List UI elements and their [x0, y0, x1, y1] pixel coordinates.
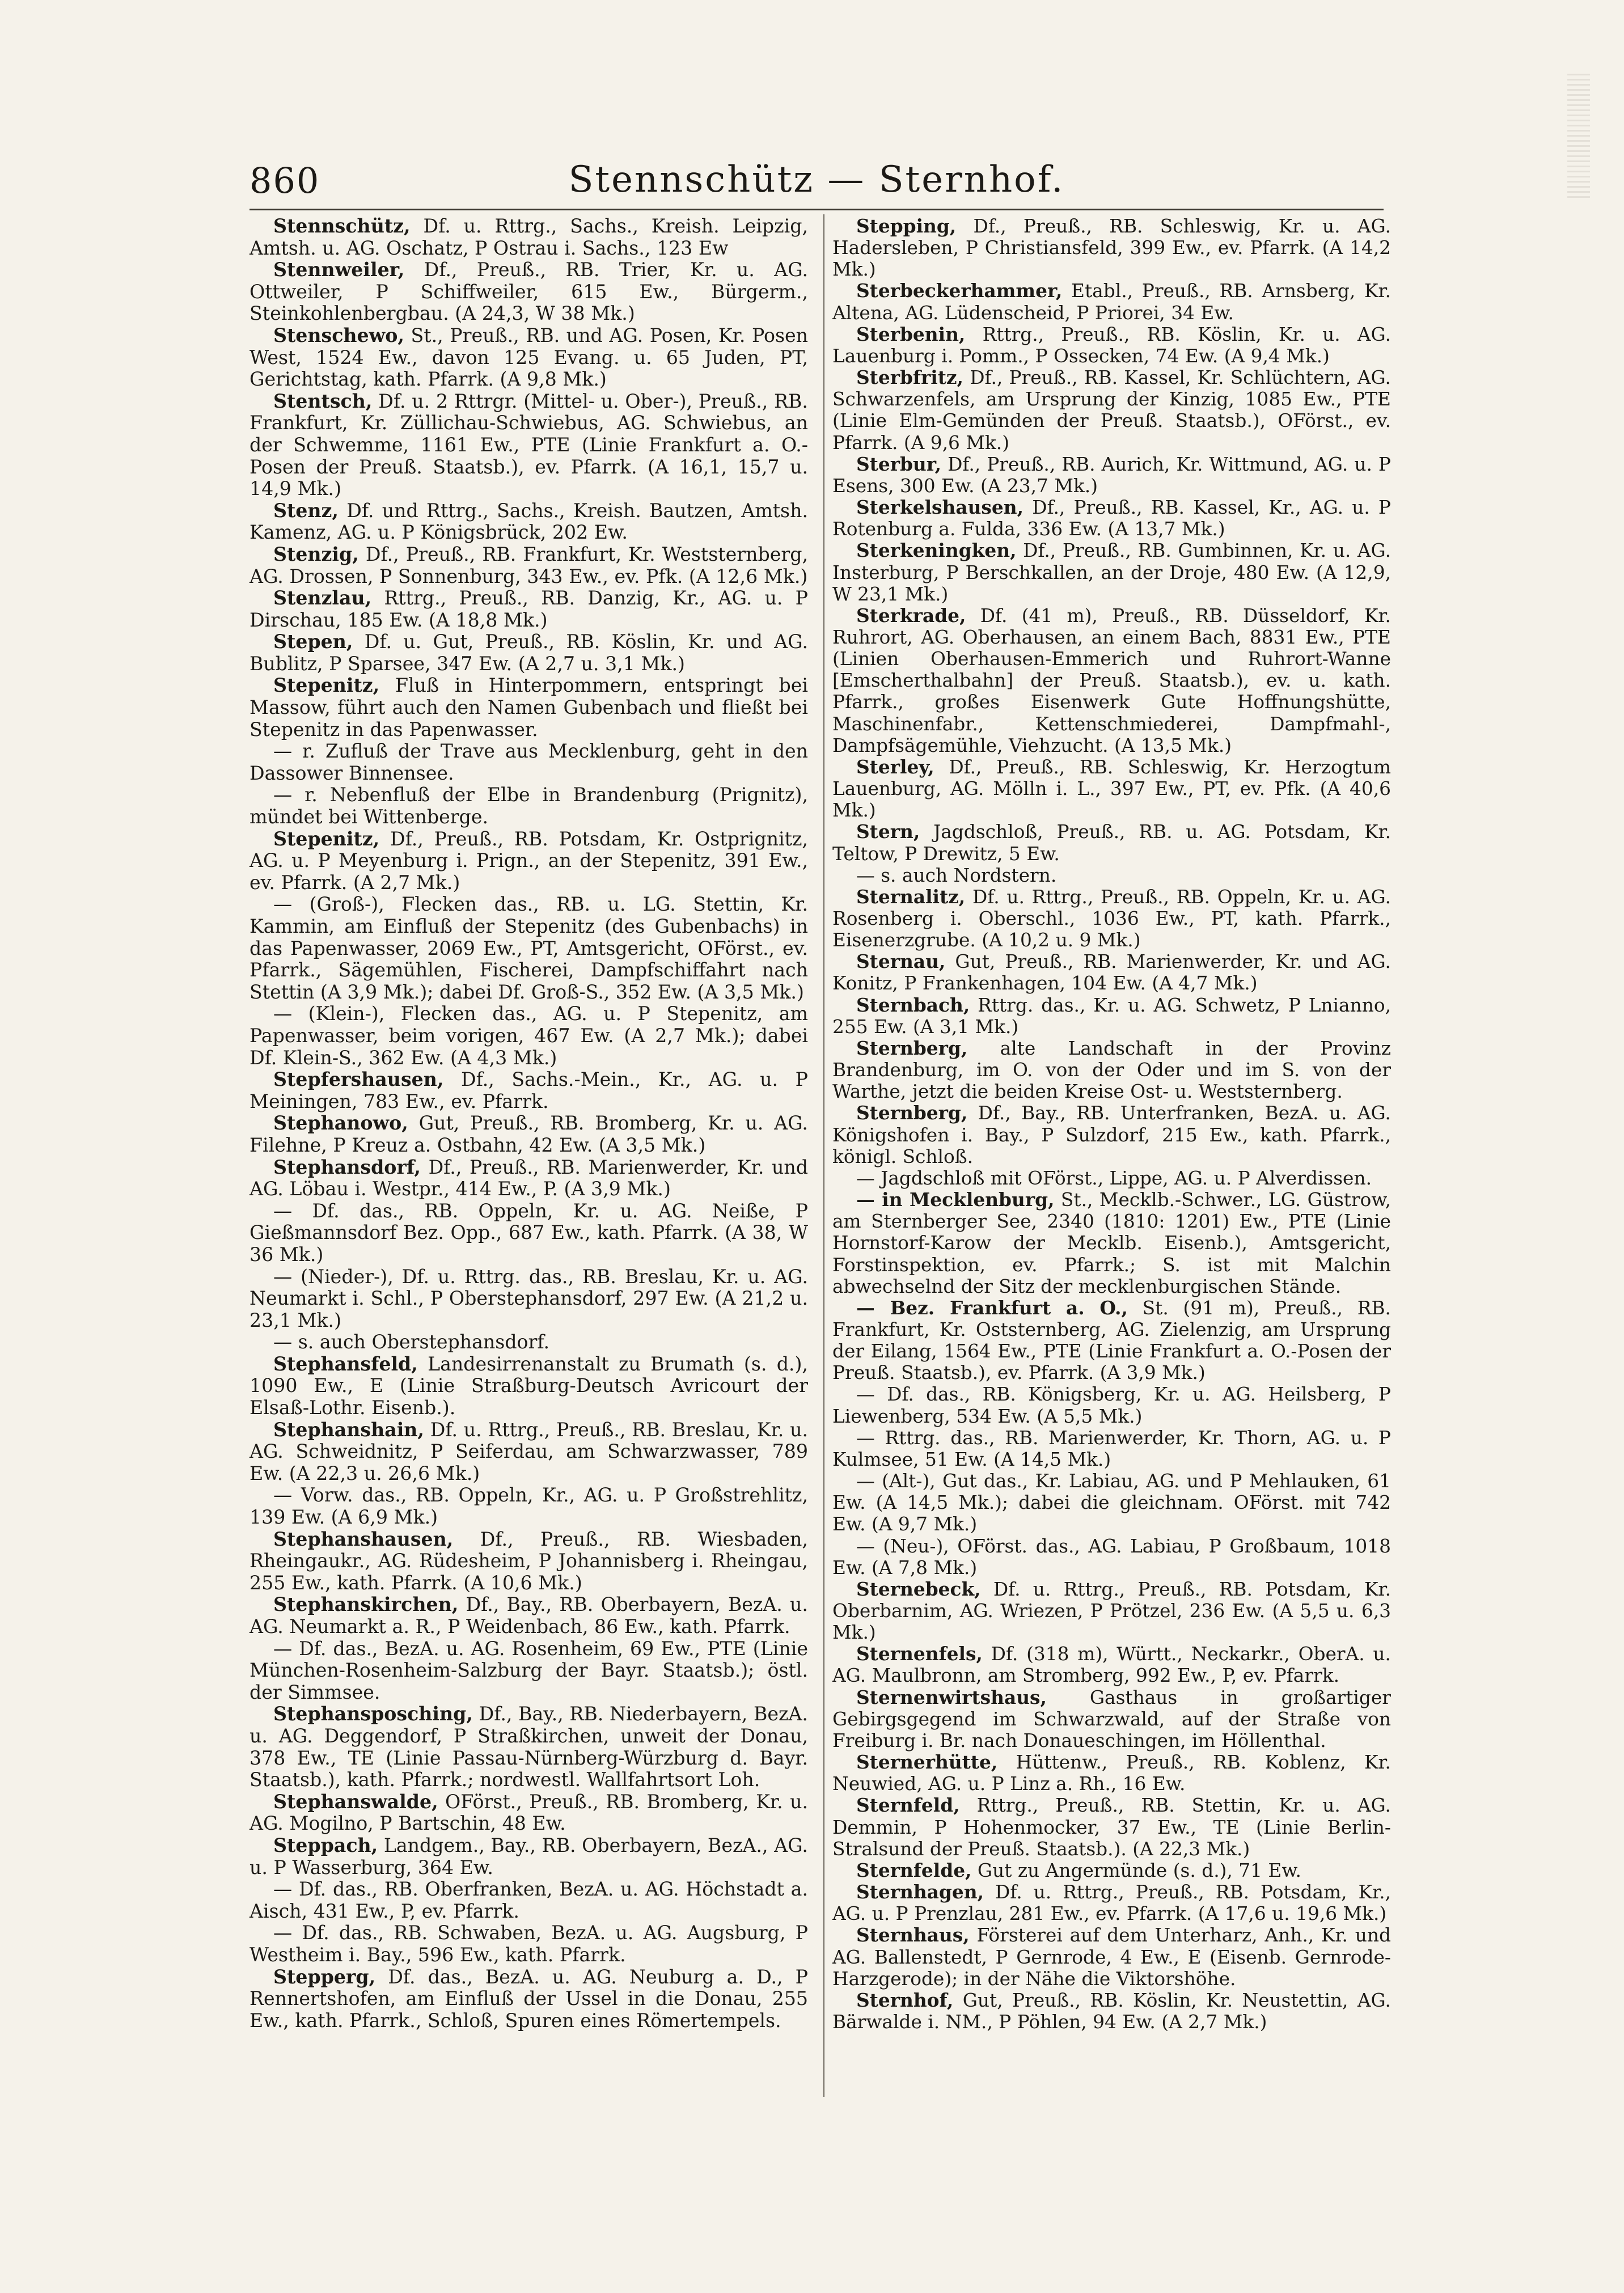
entry-text: Df. u. Rttrg., Sachs., Kreish. Leipzig, Amtsh. u. AG. Oschatz, P Ostrau i. Sachs., 123 Ew	[249, 215, 808, 259]
dictionary-entry	[832, 1990, 1391, 2033]
entry-text: Df., Bay., RB. Unterfranken, BezA. u. AG. Königshofen i. Bay., P Sulzdorf, 215 Ew., kath. Pfarrk., königl. Schloß.	[832, 1102, 1391, 1167]
dictionary-entry	[832, 454, 1391, 497]
entry-headword: Sternhaus,	[856, 1924, 970, 1947]
entry-text: — (Groß-), Flecken das., RB. u. LG. Stettin, Kr. Kammin, am Einfluß der Stepenitz (des Gubenbachs) in das Papenwasser, 2069 Ew., PT, Amtsgericht, OFörst., ev. Pfarrk., Sägemühlen, Fischerei, Dampfschiffahrt nach Stettin (A 3,9 Mk.); dabei Df. Groß-S., 352 Ew. (A 3,5 Mk.)	[249, 893, 808, 1003]
dictionary-entry	[832, 1038, 1391, 1102]
entry-headword: Sternhagen,	[856, 1881, 984, 1903]
entry-text: Df., Bay., RB. Oberbayern, BezA. u. AG. Neumarkt a. R., P Weidenbach, 86 Ew., kath. Pfarrk.	[249, 1593, 808, 1638]
entry-headword: Sterkrade,	[856, 604, 966, 627]
dictionary-entry	[832, 605, 1391, 756]
entry-text: — Vorw. das., RB. Oppeln, Kr., AG. u. P Großstrehlitz, 139 Ew. (A 6,9 Mk.)	[249, 1484, 808, 1529]
entry-text: Hüttenw., Preuß., RB. Koblenz, Kr. Neuwied, AG. u. P Linz a. Rh., 16 Ew.	[832, 1752, 1391, 1795]
dictionary-entry	[832, 1470, 1391, 1535]
entry-text: Gasthaus in großartiger Gebirgsgegend im Schwarzwald, auf der Straße von Freiburg i. Br. nach Donaueschingen, im Höllenthal.	[832, 1686, 1391, 1752]
entry-text: Df. und Rttrg., Sachs., Kreish. Bautzen, Amtsh. Kamenz, AG. u. P Königsbrück, 202 Ew.	[249, 499, 808, 544]
entry-headword: Stenschewo,	[273, 324, 404, 346]
entry-text: — Df. das., RB. Oppeln, Kr. u. AG. Neiße, P Gießmannsdorf Bez. Opp., 687 Ew., kath. Pfarrk. (A 38, W 36 Mk.)	[249, 1199, 808, 1266]
entry-text: — Df. das., RB. Schwaben, BezA. u. AG. Augsburg, P Westheim i. Bay., 596 Ew., kath. Pfarrk.	[249, 1922, 808, 1966]
dictionary-entry	[832, 1427, 1391, 1470]
entry-headword: Stephansdorf,	[273, 1156, 421, 1178]
entry-headword: Sternebeck,	[856, 1577, 981, 1600]
dictionary-entry	[249, 1484, 808, 1528]
entry-text: Df., Preuß., RB. Kassel, Kr., AG. u. P Rotenburg a. Fulda, 336 Ew. (A 13,7 Mk.)	[832, 497, 1391, 540]
dictionary-entry	[249, 631, 808, 675]
dictionary-entry	[249, 1966, 808, 2032]
entry-text: Df., Preuß., RB. Gumbinnen, Kr. u. AG. Insterburg, P Berschkallen, an der Droje, 480 Ew. (A 12,9, W 23,1 Mk.)	[832, 540, 1391, 605]
dictionary-entry	[832, 821, 1391, 864]
entry-text: OFörst., Preuß., RB. Bromberg, Kr. u. AG. Mogilno, P Bartschin, 48 Ew.	[249, 1790, 808, 1835]
dictionary-entry	[249, 500, 808, 544]
entry-text: Df., Preuß., RB. Schleswig, Kr. u. AG. Hadersleben, P Christiansfeld, 399 Ew., ev. Pfarrk. (A 14,2 Mk.)	[832, 215, 1391, 281]
dictionary-entry	[249, 1112, 808, 1156]
dictionary-entry	[832, 1102, 1391, 1167]
entry-text: — Df. das., RB. Oberfranken, BezA. u. AG. Höchstadt a. Aisch, 431 Ew., P, ev. Pfarrk.	[249, 1878, 808, 1922]
entry-headword: Stephanskirchen,	[273, 1593, 459, 1616]
running-title: Stennschütz — Sternhof.	[568, 159, 1065, 201]
entry-text: Df., Sachs.-Mein., Kr., AG. u. P Meiningen, 783 Ew., ev. Pfarrk.	[249, 1068, 808, 1112]
entry-text: St., Preuß., RB. und AG. Posen, Kr. Posen West, 1524 Ew., davon 125 Evang. u. 65 Juden, PT, Gerichtstag, kath. Pfarrk. (A 9,8 Mk.)	[249, 324, 808, 391]
dictionary-entry	[249, 1638, 808, 1704]
entry-headword: Sterbenin,	[856, 323, 966, 345]
entry-headword: Sternberg,	[856, 1036, 968, 1059]
dictionary-entry	[832, 1297, 1391, 1384]
entry-headword: — in Mecklenburg,	[856, 1188, 1055, 1211]
dictionary-entry	[832, 367, 1391, 454]
entry-text: Df. u. Rttrg., Preuß., RB. Breslau, Kr. u. AG. Schweidnitz, P Seiferdau, am Schwarzwasser, 789 Ew. (A 22,3 u. 26,6 Mk.)	[249, 1418, 808, 1484]
dictionary-entry	[832, 1384, 1391, 1427]
dictionary-entry	[832, 1535, 1391, 1579]
entry-headword: Stepenitz,	[273, 827, 380, 850]
entry-headword: — Bez. Frankfurt a. O.,	[856, 1296, 1128, 1319]
entry-headword: Stepfershausen,	[273, 1068, 444, 1091]
entry-text: Landesirrenanstalt zu Brumath (s. d.), 1090 Ew., E (Linie Straßburg-Deutsch Avricourt der Elsaß-Lothr. Eisenb.).	[249, 1352, 808, 1419]
entry-headword: Sterbfritz,	[856, 366, 963, 389]
entry-text: Df. u. 2 Rttrgr. (Mittel- u. Ober-), Preuß., RB. Frankfurt, Kr. Züllichau-Schwiebus, AG. Schwiebus, an der Schwemme, 1161 Ew., PTE (Linie Frankfurt a. O.-Posen der Preuß. Staatsb.), ev. Pfarrk. (A 16,1, 15,7 u. 14,9 Mk.)	[249, 390, 808, 500]
entry-text: Gut, Preuß., RB. Marienwerder, Kr. und AG. Konitz, P Frankenhagen, 104 Ew. (A 4,7 Mk.)	[832, 951, 1391, 995]
entry-headword: Stephansfeld,	[273, 1352, 418, 1375]
entry-text: Rttrg., Preuß., RB. Stettin, Kr. u. AG. Demmin, P Hohenmocker, 37 Ew., TE (Linie Berlin-Stralsund der Preuß. Staatsb.). (A 22,3 Mk.)	[832, 1795, 1391, 1860]
dictionary-entry	[832, 1860, 1391, 1881]
dictionary-entry	[249, 675, 808, 741]
dictionary-entry	[249, 587, 808, 631]
dictionary-entry	[249, 1331, 808, 1353]
entry-headword: Sterbeckerhammer,	[856, 280, 1063, 302]
page-edge-smudge	[1567, 74, 1590, 198]
entry-headword: Stephanshausen,	[273, 1528, 454, 1550]
dictionary-entry	[832, 497, 1391, 540]
entry-text: Df. u. Gut, Preuß., RB. Köslin, Kr. und AG. Bublitz, P Sparsee, 347 Ew. (A 2,7 u. 3,1 Mk.)	[249, 631, 808, 675]
entry-headword: Stephanshain,	[273, 1418, 424, 1441]
entry-text: Jagdschloß, Preuß., RB. u. AG. Potsdam, Kr. Teltow, P Drewitz, 5 Ew.	[832, 821, 1391, 865]
entry-text: — (Nieder-), Df. u. Rttrg. das., RB. Breslau, Kr. u. AG. Neumarkt i. Schl., P Oberstephansdorf, 297 Ew. (A 21,2 u. 23,1 Mk.)	[249, 1265, 808, 1331]
dictionary-entry	[832, 1643, 1391, 1686]
entry-text: Rttrg., Preuß., RB. Danzig, Kr., AG. u. P Dirschau, 185 Ew. (A 18,8 Mk.)	[249, 587, 808, 631]
entry-text: Df., Preuß., RB. Trier, Kr. u. AG. Ottweiler, P Schiffweiler, 615 Ew., Bürgerm., Steinkohlenbergbau. (A 24,3, W 38 Mk.)	[249, 259, 808, 325]
entry-headword: Stephansposching,	[273, 1703, 473, 1725]
entry-text: Landgem., Bay., RB. Oberbayern, BezA., AG. u. P Wasserburg, 364 Ew.	[249, 1834, 808, 1879]
dictionary-entry	[249, 1353, 808, 1419]
entry-text: Df., Preuß., RB. Wiesbaden, Rheingaukr., AG. Rüdesheim, P Johannisberg i. Rheingau, 255 Ew., kath. Pfarrk. (A 10,6 Mk.)	[249, 1528, 808, 1594]
entry-text: — r. Zufluß der Trave aus Mecklenburg, geht in den Dassower Binnensee.	[249, 740, 808, 784]
dictionary-entry	[249, 1069, 808, 1112]
entry-headword: Stentsch,	[273, 390, 373, 412]
entry-text: Df., Bay., RB. Niederbayern, BezA. u. AG. Deggendorf, P Straßkirchen, unweit der Donau, 378 Ew., TE (Linie Passau-Nürnberg-Würzburg d. Bayr. Staatsb.), kath. Pfarrk.; nordwestl. Wallfahrtsort Loh.	[249, 1703, 808, 1791]
entry-text: Df. (41 m), Preuß., RB. Düsseldorf, Kr. Ruhrort, AG. Oberhausen, an einem Bach, 8831 Ew., PTE (Linien Oberhausen-Emmerich und Ruhrort-Wanne [Emscherthalbahn] der Preuß. Staatsb.), ev. u. kath. Pfarrk., großes Eisenwerk Gute Hoffnungshütte, Maschinenfabr., Kettenschmiederei, Dampfmahl-, Dampfsägemühle, Viehzucht. (A 13,5 Mk.)	[832, 604, 1391, 756]
entry-headword: Sternhof,	[856, 1989, 954, 2011]
dictionary-entry	[249, 1529, 808, 1594]
entry-text: Försterei auf dem Unterharz, Anh., Kr. und AG. Ballenstedt, P Gernrode, 4 Ew., E (Eisenb. Gernrode-Harzgerode); in der Nähe die Viktorshöhe.	[832, 1924, 1391, 1990]
dictionary-entry	[832, 324, 1391, 367]
entry-text: — (Klein-), Flecken das., AG. u. P Stepenitz, am Papenwasser, beim vorigen, 467 Ew. (A 2,7 Mk.); dabei Df. Klein-S., 362 Ew. (A 4,3 Mk.)	[249, 1002, 808, 1069]
dictionary-entry	[832, 1189, 1391, 1297]
entry-text: Gut, Preuß., RB. Köslin, Kr. Neustettin, AG. Bärwalde i. NM., P Pöhlen, 94 Ew. (A 2,7 Mk.)	[832, 1989, 1391, 2033]
entry-text: — Rttrg. das., RB. Marienwerder, Kr. Thorn, AG. u. P Kulmsee, 51 Ew. (A 14,5 Mk.)	[832, 1427, 1391, 1470]
dictionary-entry	[249, 1879, 808, 1922]
dictionary-entry	[832, 1579, 1391, 1643]
entry-text: — s. auch Nordstern.	[856, 864, 1057, 886]
dictionary-entry	[832, 995, 1391, 1038]
entry-text: — (Neu-), OFörst. das., AG. Labiau, P Großbaum, 1018 Ew. (A 7,8 Mk.)	[832, 1535, 1391, 1579]
entry-text: Etabl., Preuß., RB. Arnsberg, Kr. Altena, AG. Lüdenscheid, P Priorei, 34 Ew.	[832, 280, 1391, 324]
dictionary-entry	[249, 1200, 808, 1266]
dictionary-entry	[249, 741, 808, 784]
dictionary-entry	[249, 215, 808, 259]
entry-text: Gut, Preuß., RB. Bromberg, Kr. u. AG. Filehne, P Kreuz a. Ostbahn, 42 Ew. (A 3,5 Mk.)	[249, 1112, 808, 1156]
dictionary-entry	[832, 951, 1391, 994]
entry-headword: Stenzlau,	[273, 587, 372, 610]
entry-headword: Stenzig,	[273, 543, 359, 565]
dictionary-entry	[249, 1922, 808, 1966]
entry-text: Df., Preuß., RB. Potsdam, Kr. Ostprignitz, AG. u. P Meyenburg i. Prign., an der Stepenitz, 391 Ew., ev. Pfarrk. (A 2,7 Mk.)	[249, 827, 808, 894]
dictionary-entry	[249, 391, 808, 500]
dictionary-entry	[249, 1419, 808, 1485]
entry-headword: Stephanswalde,	[273, 1790, 438, 1813]
entry-text: Gut zu Angermünde (s. d.), 71 Ew.	[977, 1859, 1301, 1881]
entry-headword: Sternberg,	[856, 1102, 968, 1124]
dictionary-entry	[249, 1835, 808, 1879]
entry-headword: Sternenwirtshaus,	[856, 1686, 1047, 1708]
entry-text: St. (91 m), Preuß., RB. Frankfurt, Kr. Oststernberg, AG. Zielenzig, am Ursprung der Eilang, 1564 Ew., PTE (Linie Frankfurt a. O.-Posen der Preuß. Staatsb.), ev. Pfarrk. (A 3,9 Mk.)	[832, 1297, 1391, 1384]
dictionary-entry	[832, 756, 1391, 821]
entry-text: Df. u. Rttrg., Preuß., RB. Potsdam, Kr. Oberbarnim, AG. Wriezen, P Prötzel, 236 Ew. (A 5,5 u. 6,3 Mk.)	[832, 1578, 1391, 1644]
dictionary-entry	[832, 1924, 1391, 1989]
entry-headword: Sterkeningken,	[856, 539, 1017, 562]
entry-text: Df. u. Rttrg., Preuß., RB. Potsdam, Kr., AG. u. P Prenzlau, 281 Ew., ev. Pfarrk. (A 17,6 u. 19,6 Mk.)	[832, 1881, 1391, 1925]
entry-headword: Sternenfels,	[856, 1643, 983, 1665]
dictionary-entry	[249, 1157, 808, 1200]
entry-text: — s. auch Oberstephansdorf.	[273, 1331, 550, 1353]
entry-headword: Sternbach,	[856, 993, 970, 1016]
entry-headword: Sternfelde,	[856, 1859, 972, 1881]
dictionary-entry	[832, 1687, 1391, 1752]
entry-text: — Df. das., RB. Königsberg, Kr. u. AG. Heilsberg, P Liewenberg, 534 Ew. (A 5,5 Mk.)	[832, 1384, 1391, 1427]
entry-text: Df., Preuß., RB. Schleswig, Kr. Herzogtum Lauenburg, AG. Mölln i. L., 397 Ew., PT, ev. Pfk. (A 40,6 Mk.)	[832, 756, 1391, 822]
left-column	[249, 215, 808, 2032]
entry-headword: Stepperg,	[273, 1965, 376, 1988]
entry-text: Df., Preuß., RB. Aurich, Kr. Wittmund, AG. u. P Esens, 300 Ew. (A 23,7 Mk.)	[832, 453, 1391, 497]
dictionary-entry	[832, 886, 1391, 951]
entry-text: Rttrg., Preuß., RB. Köslin, Kr. u. AG. Lauenburg i. Pomm., P Ossecken, 74 Ew. (A 9,4 Mk.)	[832, 323, 1391, 367]
header-rule	[249, 209, 1384, 210]
entry-headword: Stennschütz,	[273, 215, 411, 237]
dictionary-entry	[832, 865, 1391, 886]
entry-headword: Sterley,	[856, 755, 934, 778]
entry-text: St., Mecklb.-Schwer., LG. Güstrow, am Sternberger See, 2340 (1810: 1201) Ew., PTE (Linie Hornstorf-Karow der Mecklb. Eisenb.), Amtsgericht, Forstinspektion, ev. Pfarrk.; S. ist mit Malchin abwechselnd der Sitz der mecklenburgischen Stände.	[832, 1189, 1391, 1297]
entry-headword: Stephanowo,	[273, 1112, 408, 1135]
entry-text: alte Landschaft in der Provinz Brandenburg, im O. von der Oder und im S. von der Warthe, jetzt die beiden Kreise Ost- u. Weststernberg.	[832, 1037, 1391, 1103]
entry-headword: Sternalitz,	[856, 885, 966, 908]
dictionary-entry	[249, 544, 808, 587]
dictionary-entry	[249, 1791, 808, 1835]
entry-text: Fluß in Hinterpommern, entspringt bei Massow, führt auch den Namen Gubenbach und fließt bei Stepenitz in das Papenwasser.	[249, 674, 808, 741]
entry-text: — r. Nebenfluß der Elbe in Brandenburg (Prignitz), mündet bei Wittenberge.	[249, 784, 808, 828]
page-header	[249, 154, 1384, 205]
entry-headword: Stepen,	[273, 631, 353, 653]
entry-text: — (Alt-), Gut das., Kr. Labiau, AG. und P Mehlauken, 61 Ew. (A 14,5 Mk.); dabei die gleichnam. OFörst. mit 742 Ew. (A 9,7 Mk.)	[832, 1470, 1391, 1535]
dictionary-entry	[832, 540, 1391, 604]
entry-headword: Sternau,	[856, 950, 946, 973]
dictionary-entry	[249, 1703, 808, 1791]
entry-headword: Sterkelshausen,	[856, 496, 1024, 519]
dictionary-entry	[249, 325, 808, 391]
dictionary-entry	[832, 280, 1391, 323]
entry-headword: Sterbur,	[856, 452, 942, 475]
column-divider	[823, 214, 824, 2097]
dictionary-entry	[249, 828, 808, 894]
dictionary-entry	[249, 894, 808, 1003]
entry-headword: Stepenitz,	[273, 674, 380, 697]
right-column	[832, 215, 1391, 2033]
entry-text: Rttrg. das., Kr. u. AG. Schwetz, P Lnianno, 255 Ew. (A 3,1 Mk.)	[832, 994, 1391, 1038]
entry-text: — Jagdschloß mit OFörst., Lippe, AG. u. P Alverdissen.	[856, 1167, 1372, 1189]
entry-headword: Steppach,	[273, 1834, 378, 1856]
dictionary-entry	[832, 215, 1391, 280]
entry-text: Df., Preuß., RB. Kassel, Kr. Schlüchtern, AG. Schwarzenfels, am Ursprung der Kinzig, 1085 Ew., PTE (Linie Elm-Gemünden der Preuß. Staatsb.), OFörst., ev. Pfarrk. (A 9,6 Mk.)	[832, 367, 1391, 454]
entry-text: Df. (318 m), Württ., Neckarkr., OberA. u. AG. Maulbronn, am Stromberg, 992 Ew., P, ev. Pfarrk.	[832, 1643, 1391, 1687]
dictionary-entry	[249, 259, 808, 325]
entry-headword: Sternfeld,	[856, 1794, 960, 1817]
entry-text: — Df. das., BezA. u. AG. Rosenheim, 69 Ew., PTE (Linie München-Rosenheim-Salzburg der Bayr. Staatsb.); östl. der Simmsee.	[249, 1637, 808, 1703]
dictionary-entry	[249, 784, 808, 828]
entry-text: Df., Preuß., RB. Frankfurt, Kr. Weststernberg, AG. Drossen, P Sonnenburg, 343 Ew., ev. Pfk. (A 12,6 Mk.)	[249, 543, 808, 587]
dictionary-entry	[832, 1795, 1391, 1859]
dictionary-entry	[249, 1003, 808, 1069]
dictionary-entry	[832, 1881, 1391, 1924]
entry-headword: Sternerhütte,	[856, 1751, 998, 1774]
entry-text: Df. das., BezA. u. AG. Neuburg a. D., P Rennertshofen, am Einfluß der Ussel in die Donau, 255 Ew., kath. Pfarrk., Schloß, Spuren eines Römertempels.	[249, 1965, 808, 2032]
dictionary-entry	[832, 1752, 1391, 1795]
entry-headword: Stepping,	[856, 215, 957, 237]
page-number: 860	[249, 160, 320, 201]
entry-text: Df. u. Rttrg., Preuß., RB. Oppeln, Kr. u. AG. Rosenberg i. Oberschl., 1036 Ew., PT, kath. Pfarrk., Eisenerzgrube. (A 10,2 u. 9 Mk.)	[832, 886, 1391, 951]
entry-headword: Stenz,	[273, 499, 339, 522]
dictionary-entry	[832, 1167, 1391, 1189]
entry-headword: Stennweiler,	[273, 259, 405, 281]
entry-text: Df., Preuß., RB. Marienwerder, Kr. und AG. Löbau i. Westpr., 414 Ew., P. (A 3,9 Mk.)	[249, 1156, 808, 1200]
entry-headword: Stern,	[856, 820, 920, 843]
dictionary-entry	[249, 1266, 808, 1332]
dictionary-entry	[249, 1594, 808, 1638]
